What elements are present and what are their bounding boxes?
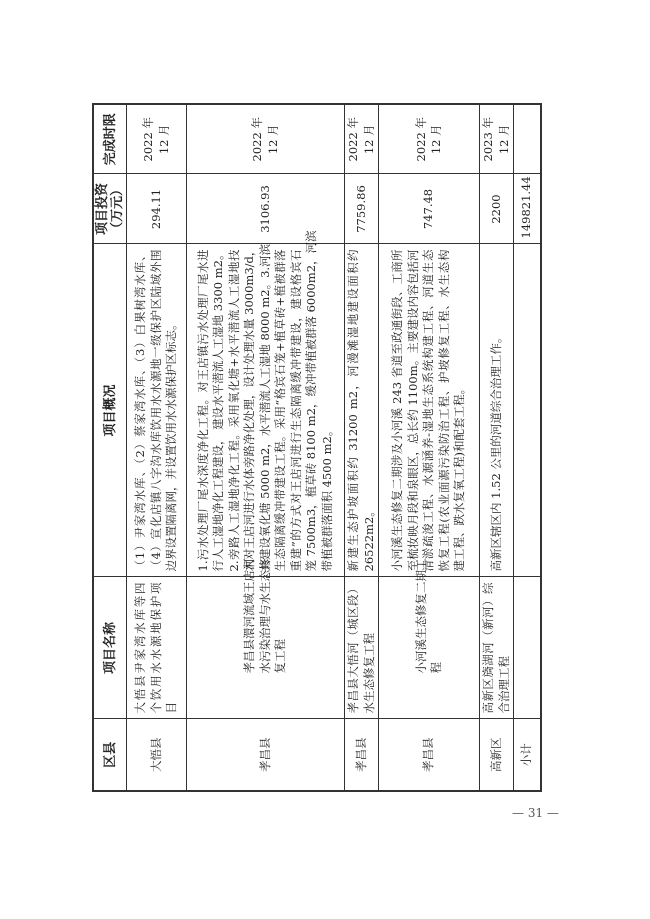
- text-line: （1）尹家湾水库、（2）蔡家湾水库、（3）白果树湾水库、: [133, 249, 148, 572]
- text-line: 孝昌县澴河流域王店河: [242, 558, 257, 674]
- text-line: 边界设置隔离网，并设置饮用水水源保护区标志。: [164, 318, 179, 572]
- project-name-cell: [127, 577, 187, 719]
- rotated-table-container: [92, 105, 535, 792]
- text-line: 程: [429, 662, 443, 674]
- subtotal-row: [514, 104, 541, 791]
- investment-cell: 7759.86: [345, 174, 379, 244]
- text-line: 孝昌县大悟河（城区段）: [346, 582, 360, 714]
- text-line: 重建”的方式对王店河进行生态隔离缓冲带建设，建设格宾石: [288, 249, 303, 572]
- deadline-cell: 2022 年 12 月: [379, 104, 480, 174]
- county-cell: 高新区: [480, 719, 514, 791]
- text-line: 恢复工程(农业面源污染防治工程、护坡修复工程、水生态构: [436, 249, 451, 572]
- project-summary-cell: [127, 244, 187, 577]
- text-line: 2.旁路人工湿地净化工程。采用氧化塘+水平潜流人工湿地技: [226, 249, 241, 572]
- deadline-cell: 2022 年 12 月: [127, 104, 187, 174]
- county-cell: 大悟县: [127, 719, 187, 791]
- text-line: 小河溪生态修复二期工: [413, 558, 428, 674]
- text-line: 高新区旖湖河（新河）综: [481, 582, 495, 714]
- text-line: 1.污水处理厂尾水深度净化工程。对王店镇污水处理厂尾水进: [195, 249, 210, 572]
- text-line: 复工程: [273, 639, 288, 674]
- project-table: [92, 103, 542, 792]
- text-line: 新建生态护坡面积约 31200 m2，河漫滩湿地建设面积约: [346, 249, 360, 572]
- text-line: 清淤疏浚工程、水源涵养-湿地生态系统构建工程、河道生态: [421, 249, 436, 572]
- investment-cell: 294.11: [127, 174, 187, 244]
- text-line: （4）宣化店镇八字沟水库饮用水水源地一级保护区陆域外围: [148, 249, 163, 572]
- table-row: [127, 104, 187, 791]
- project-summary-cell: [480, 244, 514, 577]
- text-line: 小河溪生态修复二期涉及小河溪 243 省道至政通街段、工商所: [390, 249, 405, 572]
- subtotal-investment: 149821.44: [514, 174, 541, 244]
- text-line: 行人工湿地净化工程建设， 建设水平潜流人工湿地 3300 m2。: [211, 248, 226, 572]
- table-row: [187, 104, 345, 791]
- county-cell: 孝昌县: [345, 719, 379, 791]
- text-line: 高新区辖区内 1.52 公里的河道综合治理工作。: [488, 331, 503, 572]
- table-row: [480, 104, 514, 791]
- text-line: 笼 7500m3，植草砖 8100 m2，缓冲带植被群落 6000m2，河滨: [304, 230, 319, 572]
- project-summary-cell: [379, 244, 480, 577]
- text-line: 合治理工程: [496, 656, 511, 714]
- project-name-cell: [345, 577, 379, 719]
- header-row: [93, 104, 127, 791]
- project-summary-cell: [345, 244, 379, 577]
- county-cell: 孝昌县: [379, 719, 480, 791]
- empty-cell: [514, 577, 541, 719]
- header-investment: 项目投资（万元）: [93, 174, 127, 244]
- page-number: — 31 —: [512, 806, 559, 820]
- text-line: 术对王店河进行水体旁路净化处理，设计处理水量 3000m3/d，: [242, 244, 257, 572]
- text-line: 生态隔离缓冲带建设工程。采用“格宾石笼+植草砖+植被群落: [273, 249, 288, 572]
- project-name-cell: [480, 577, 514, 719]
- text-line: 大悟县尹家湾水库等四: [133, 582, 148, 714]
- text-line: 带植被群落面积 4500 m2。: [319, 424, 334, 572]
- header-name: 项目名称: [93, 577, 127, 719]
- text-line: 目: [164, 702, 179, 714]
- header-summary: 项目概况: [93, 244, 127, 577]
- subtotal-label: 小计: [514, 719, 541, 791]
- table-row: [345, 104, 379, 791]
- header-deadline: 完成时限: [93, 104, 127, 174]
- deadline-cell: 2023 年 12 月: [480, 104, 514, 174]
- header-county: 区县: [93, 719, 127, 791]
- deadline-cell: 2022 年 12 月: [345, 104, 379, 174]
- county-cell: 孝昌县: [187, 719, 345, 791]
- text-line: 个饮用水水源地保护项: [148, 582, 163, 714]
- deadline-cell: 2022 年 12 月: [187, 104, 345, 174]
- text-line: 共建设氧化塘 5000 m2，水平潜流人工湿地 8000 m2。3.河滨: [257, 243, 272, 572]
- empty-cell: [514, 104, 541, 174]
- text-line: 建工程、跌水复氧工程)和配套工程。: [452, 383, 467, 572]
- text-line: 水污染治理与水生态修: [257, 558, 272, 674]
- table-row: [379, 104, 480, 791]
- investment-cell: 747.48: [379, 174, 480, 244]
- project-name-cell: [379, 558, 480, 719]
- text-line: 26522m2。: [361, 505, 376, 572]
- project-summary-cell: [187, 230, 345, 577]
- text-line: 水生态修复工程: [361, 633, 376, 714]
- empty-cell: [514, 244, 541, 577]
- investment-cell: 2200: [480, 174, 514, 244]
- text-line: 至梳妆映月段和泉眼区，总长约 1100m。主要建设内容包括河: [405, 249, 420, 572]
- project-name-cell: [187, 558, 345, 719]
- investment-cell: 3106.93: [187, 174, 345, 244]
